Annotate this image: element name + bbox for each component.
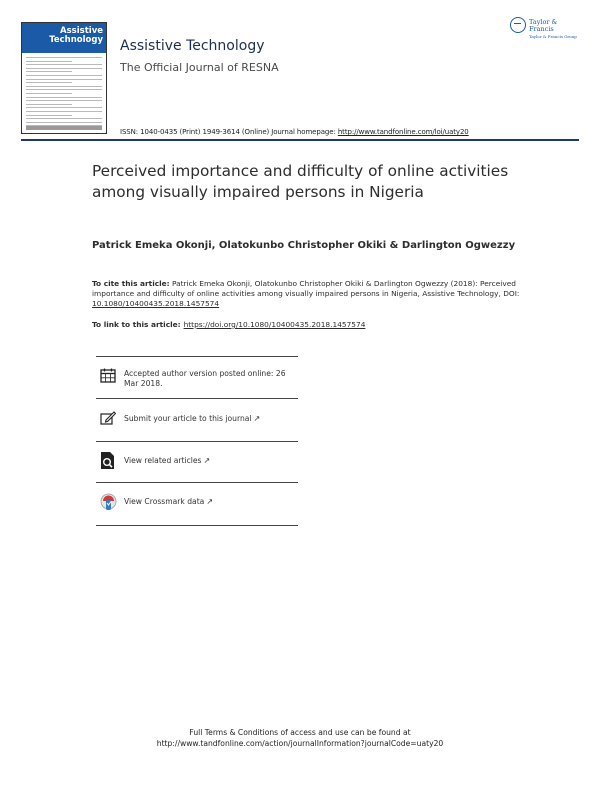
journal-cover-image — [21, 22, 107, 134]
footer-journal-info-link[interactable]: http://www.tandfonline.com/action/journalInformation?journalCode=uaty20 — [156, 739, 444, 748]
cover-title-line1: Assistive — [60, 26, 103, 36]
cover-title-line2: Technology — [49, 35, 103, 45]
link-label: To link to this article: — [92, 320, 181, 329]
citation-block — [92, 279, 522, 309]
article-title: Perceived importance and difficulty of online activities among visually impaired persons in Nigeria — [92, 162, 509, 201]
publisher-logo-icon — [510, 17, 526, 33]
cite-doi-link[interactable]: 10.1080/10400435.2018.1457574 — [92, 299, 220, 308]
external-link-icon: ↗ — [203, 456, 211, 465]
journal-homepage-link[interactable]: http://www.tandfonline.com/loi/uaty20 — [337, 128, 469, 136]
cover-title — [22, 27, 103, 45]
accepted-version-label: Accepted author version posted online: 26 Mar 2018. — [124, 369, 286, 388]
crossmark-row[interactable] — [96, 483, 298, 525]
related-articles-row[interactable] — [96, 442, 298, 482]
divider — [96, 525, 298, 526]
footer-line1: Full Terms & Conditions of access and use can be found at — [189, 728, 411, 737]
search-document-icon — [100, 451, 116, 474]
crossmark-icon — [100, 493, 117, 516]
journal-title[interactable]: Assistive Technology — [120, 38, 265, 54]
header-divider — [21, 139, 579, 141]
issn-line — [120, 128, 469, 136]
footer-terms — [0, 727, 600, 749]
accepted-version-row — [96, 357, 298, 398]
article-actions-panel — [96, 356, 298, 526]
cite-label: To cite this article: — [92, 279, 170, 288]
journal-subtitle: The Official Journal of RESNA — [120, 61, 279, 74]
article-doi-link[interactable]: https://doi.org/10.1080/10400435.2018.1457574 — [183, 320, 366, 329]
submit-article-link[interactable]: Submit your article to this journal ↗ — [124, 414, 261, 423]
cover-text-lines — [26, 57, 102, 129]
related-articles-link[interactable]: View related articles ↗ — [124, 456, 211, 465]
submit-article-row[interactable] — [96, 399, 298, 441]
crossmark-link[interactable]: View Crossmark data ↗ — [124, 497, 214, 506]
publisher-logo-group: Taylor & Francis Group — [529, 34, 577, 39]
calendar-icon — [100, 368, 116, 387]
external-link-icon: ↗ — [206, 497, 214, 506]
cover-publisher-strip — [26, 126, 102, 130]
cite-text: Patrick Emeka Okonji, Olatokunbo Christopher Okiki & Darlington Ogwezzy (2018): Perceived importance and difficulty of online activities among visually impaired persons in Nigeria, Assistive Technology, DOI: — [92, 279, 520, 298]
edit-icon — [100, 410, 116, 429]
external-link-icon: ↗ — [253, 414, 261, 423]
publisher-logo-name: Taylor & Francis — [529, 18, 558, 33]
article-link-line — [92, 320, 365, 329]
issn-text: ISSN: 1040-0435 (Print) 1949-3614 (Online) Journal homepage: — [120, 128, 338, 136]
publisher-logo[interactable] — [510, 17, 580, 39]
article-authors: Patrick Emeka Okonji, Olatokunbo Christopher Okiki & Darlington Ogwezzy — [92, 240, 516, 251]
